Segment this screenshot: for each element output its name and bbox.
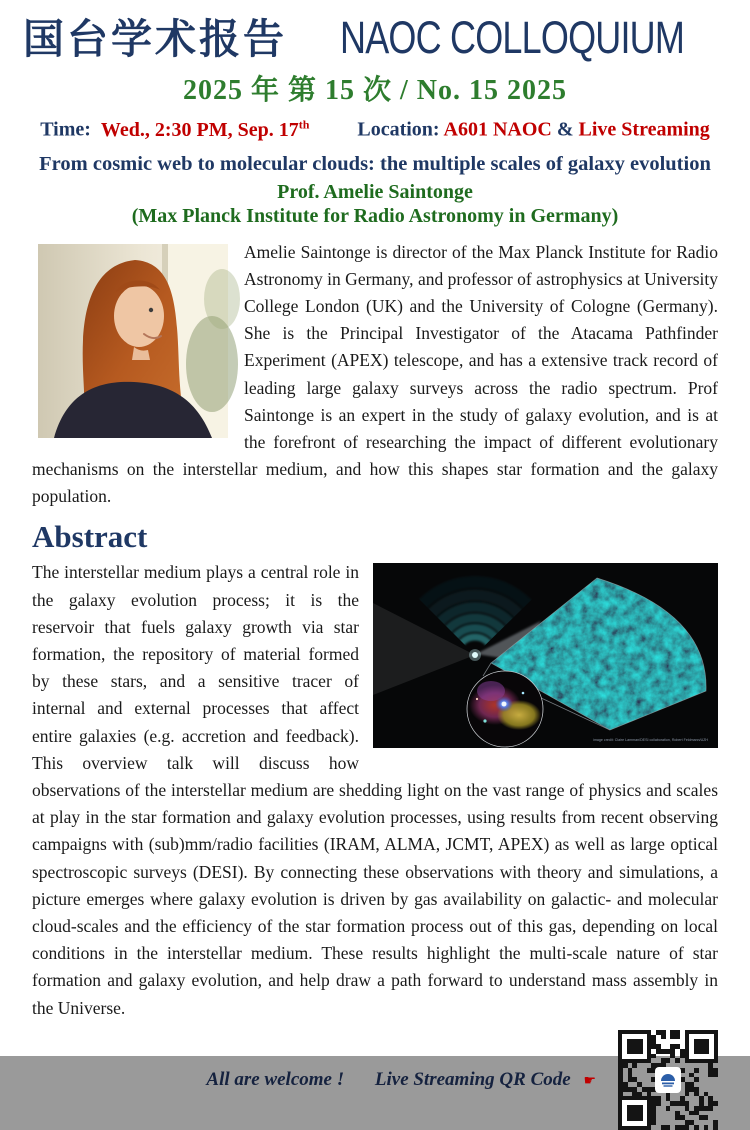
- hand-pointer-icon: ☛: [583, 1072, 596, 1089]
- qr-finder-top-left: [618, 1030, 651, 1063]
- speaker-photo: [38, 244, 228, 438]
- figure-caption: image credit: Claire Lamman/DESI collaboration, Robert Feldmann/UZH: [593, 738, 708, 743]
- time-label: Time:: [40, 118, 91, 141]
- qr-code-label: Live Streaming QR Code: [374, 1068, 571, 1090]
- meta-line: [32, 117, 718, 142]
- live-streaming-text: Live Streaming: [578, 118, 710, 141]
- naoc-logo-icon: [658, 1070, 678, 1090]
- cosmic-web-figure: [373, 563, 718, 748]
- welcome-text: All are welcome !: [206, 1068, 345, 1090]
- talk-title: From cosmic web to molecular clouds: the multiple scales of galaxy evolution: [39, 152, 711, 175]
- abstract-body: [32, 559, 718, 1021]
- abstract-text: The interstellar medium plays a central role in the galaxy evolution process; it is the reservoir that fuels galaxy growth via star formation, the repository of material formed by these stars, and a sensitive tracer of internal and external processes that affect entire galaxies (e.g. accretion and feedback). This overview talk will discuss how observations of the interstellar medium are shedding light on the vast range of physics and scales at play in the star formation and galaxy evolution processes, using results from recent observing campaigns with (sub)mm/radio facilities (IRAM, ALMA, JCMT, APEX) as well as large optical spectroscopic surveys (DESI). By connecting these observations with theory and simulations, a picture emerges where galaxy evolution is driven by gas availability on galactic- and molecular cloud-scales and the efficiency of the star formation process out of this gas, depending on local conditions in the interstellar medium. These results highlight the multi-scale nature of star formation and galaxy evolution, and help draw a path forward to understand mass assembly in the Universe.: [32, 562, 718, 1018]
- abstract-heading: Abstract: [32, 518, 148, 554]
- footer: [32, 1030, 718, 1130]
- qr-center-logo: [655, 1067, 681, 1093]
- ampersand: &: [556, 118, 574, 141]
- issue-number: 2025 年 第 15 次 / No. 15 2025: [182, 75, 567, 106]
- location-value: A601 NAOC: [443, 118, 552, 141]
- speaker-affiliation: (Max Planck Institute for Radio Astronomy in Germany): [131, 204, 619, 227]
- qr-code: [618, 1030, 718, 1130]
- footer-text: [206, 1069, 596, 1091]
- location-label: Location:: [357, 118, 440, 141]
- masthead-title-chinese: 国台学术报告: [22, 15, 287, 63]
- speaker-bio: [32, 239, 718, 511]
- nebula-inset: [467, 671, 543, 747]
- masthead-title-english: NAOC COLLOQUIUM: [339, 12, 685, 63]
- foliage: [186, 316, 238, 412]
- qr-finder-bottom-left: [618, 1096, 651, 1129]
- time-value: Wed., 2:30 PM, Sep. 17th: [100, 117, 310, 141]
- fan-apex-dot: [472, 652, 478, 658]
- bio-text: Amelie Saintonge is director of the Max Planck Institute for Radio Astronomy in Germany, and professor of astrophysics at University College London (UK) and the University of Cologne (Germany). She is the Principal Investigator of the Atacama Pathfinder Experiment (APEX) telescope, and has a extensive track record of leading large galaxy surveys across the radio spectrum. Prof Saintonge is an expert in the study of galaxy evolution, and is at the forefront of researching the impact of different evolutionary mechanisms on the interstellar medium, and how this shapes star formation and the galaxy population.: [32, 241, 718, 507]
- masthead: [22, 6, 718, 65]
- qr-finder-top-right: [685, 1030, 718, 1063]
- speaker-name: Prof. Amelie Saintonge: [277, 180, 473, 203]
